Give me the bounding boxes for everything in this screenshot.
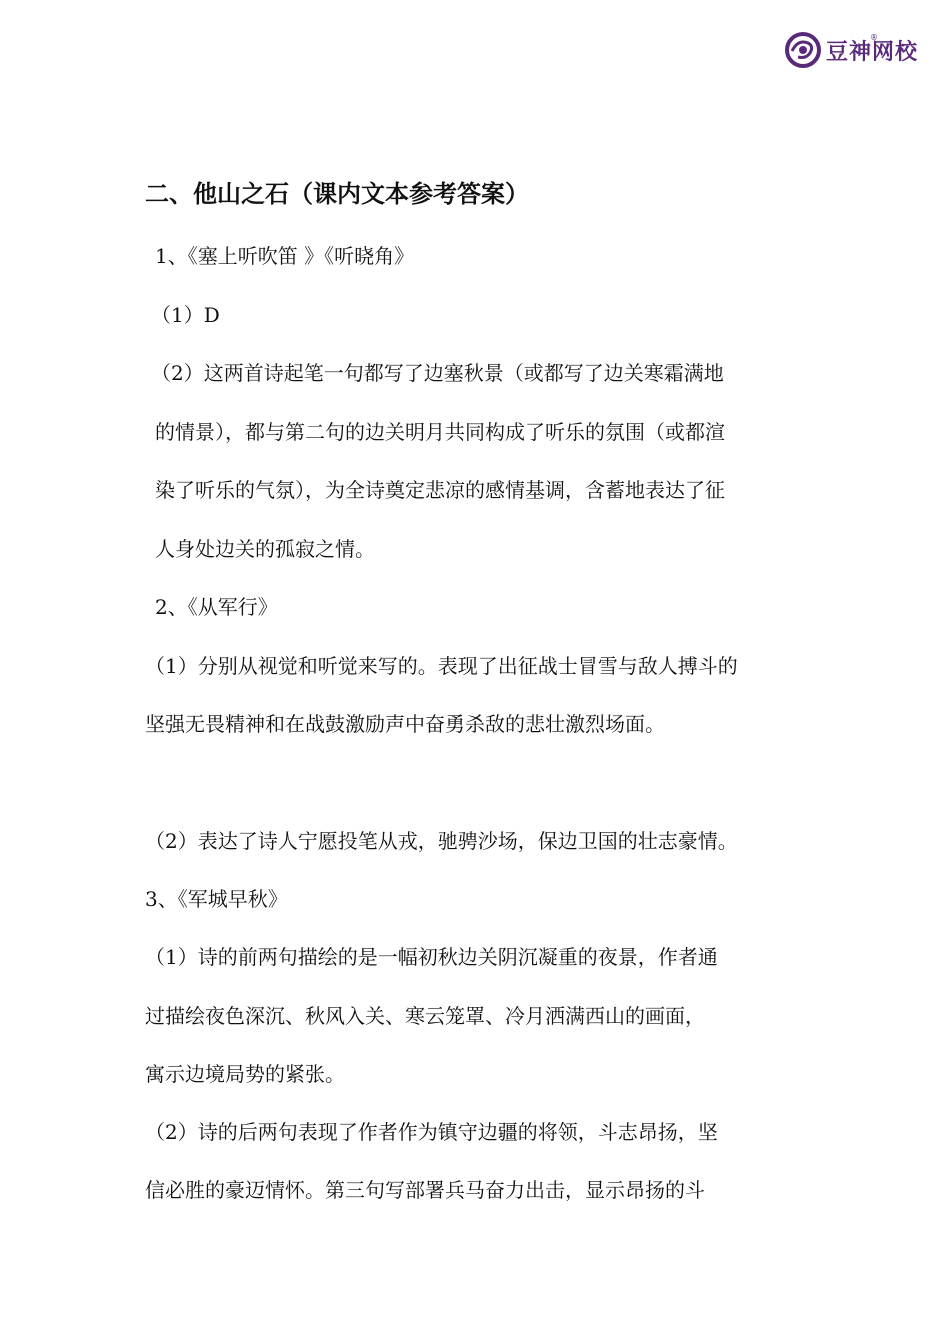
item-3-title: 3、《军城早秋》 [145,887,288,911]
item-1-title: 1、《塞上听吹笛 》《听晓角》 [155,244,415,268]
brand-logo [784,30,918,70]
brand-logo-text: 豆神网校 ® [826,32,919,65]
item-2-answer-1-line-2: 坚强无畏精神和在战鼓激励声中奋勇杀敌的悲壮激烈场面。 [145,712,665,736]
item-3-answer-1-line-3: 寓示边境局势的紧张。 [145,1062,345,1086]
item-3-answer-2-line-1: （2）诗的后两句表现了作者作为镇守边疆的将领，斗志昂扬，坚 [145,1120,718,1144]
item-2-title: 2、《从军行》 [155,595,278,619]
item-2-answer-1-line-1: （1）分别从视觉和听觉来写的。表现了出征战士冒雪与敌人搏斗的 [145,654,738,678]
registered-mark: ® [870,32,879,42]
item-3-answer-2-line-2: 信必胜的豪迈情怀。第三句写部署兵马奋力出击，显示昂扬的斗 [145,1178,705,1202]
item-1-answer-2-line-4: 人身处边关的孤寂之情。 [155,537,375,561]
item-2-answer-2: （2）表达了诗人宁愿投笔从戎，驰骋沙场，保边卫国的壮志豪情。 [145,829,738,853]
section-title: 二、他山之石（课内文本参考答案） [145,180,529,208]
item-3-answer-1-line-2: 过描绘夜色深沉、秋风入关、寒云笼罩、冷月洒满西山的画面， [145,1004,705,1028]
brand-logo-icon [784,31,822,69]
item-1-answer-1: （1）D [151,303,220,327]
item-1-answer-2-line-2: 的情景），都与第二句的边关明月共同构成了听乐的氛围（或都渲 [155,420,725,444]
item-3-answer-1-line-1: （1）诗的前两句描绘的是一幅初秋边关阴沉凝重的夜景，作者通 [145,945,718,969]
item-1-answer-2-line-1: （2）这两首诗起笔一句都写了边塞秋景（或都写了边关寒霜满地 [151,361,724,385]
item-1-answer-2-line-3: 染了听乐的气氛），为全诗奠定悲凉的感情基调，含蓄地表达了征 [155,478,725,502]
